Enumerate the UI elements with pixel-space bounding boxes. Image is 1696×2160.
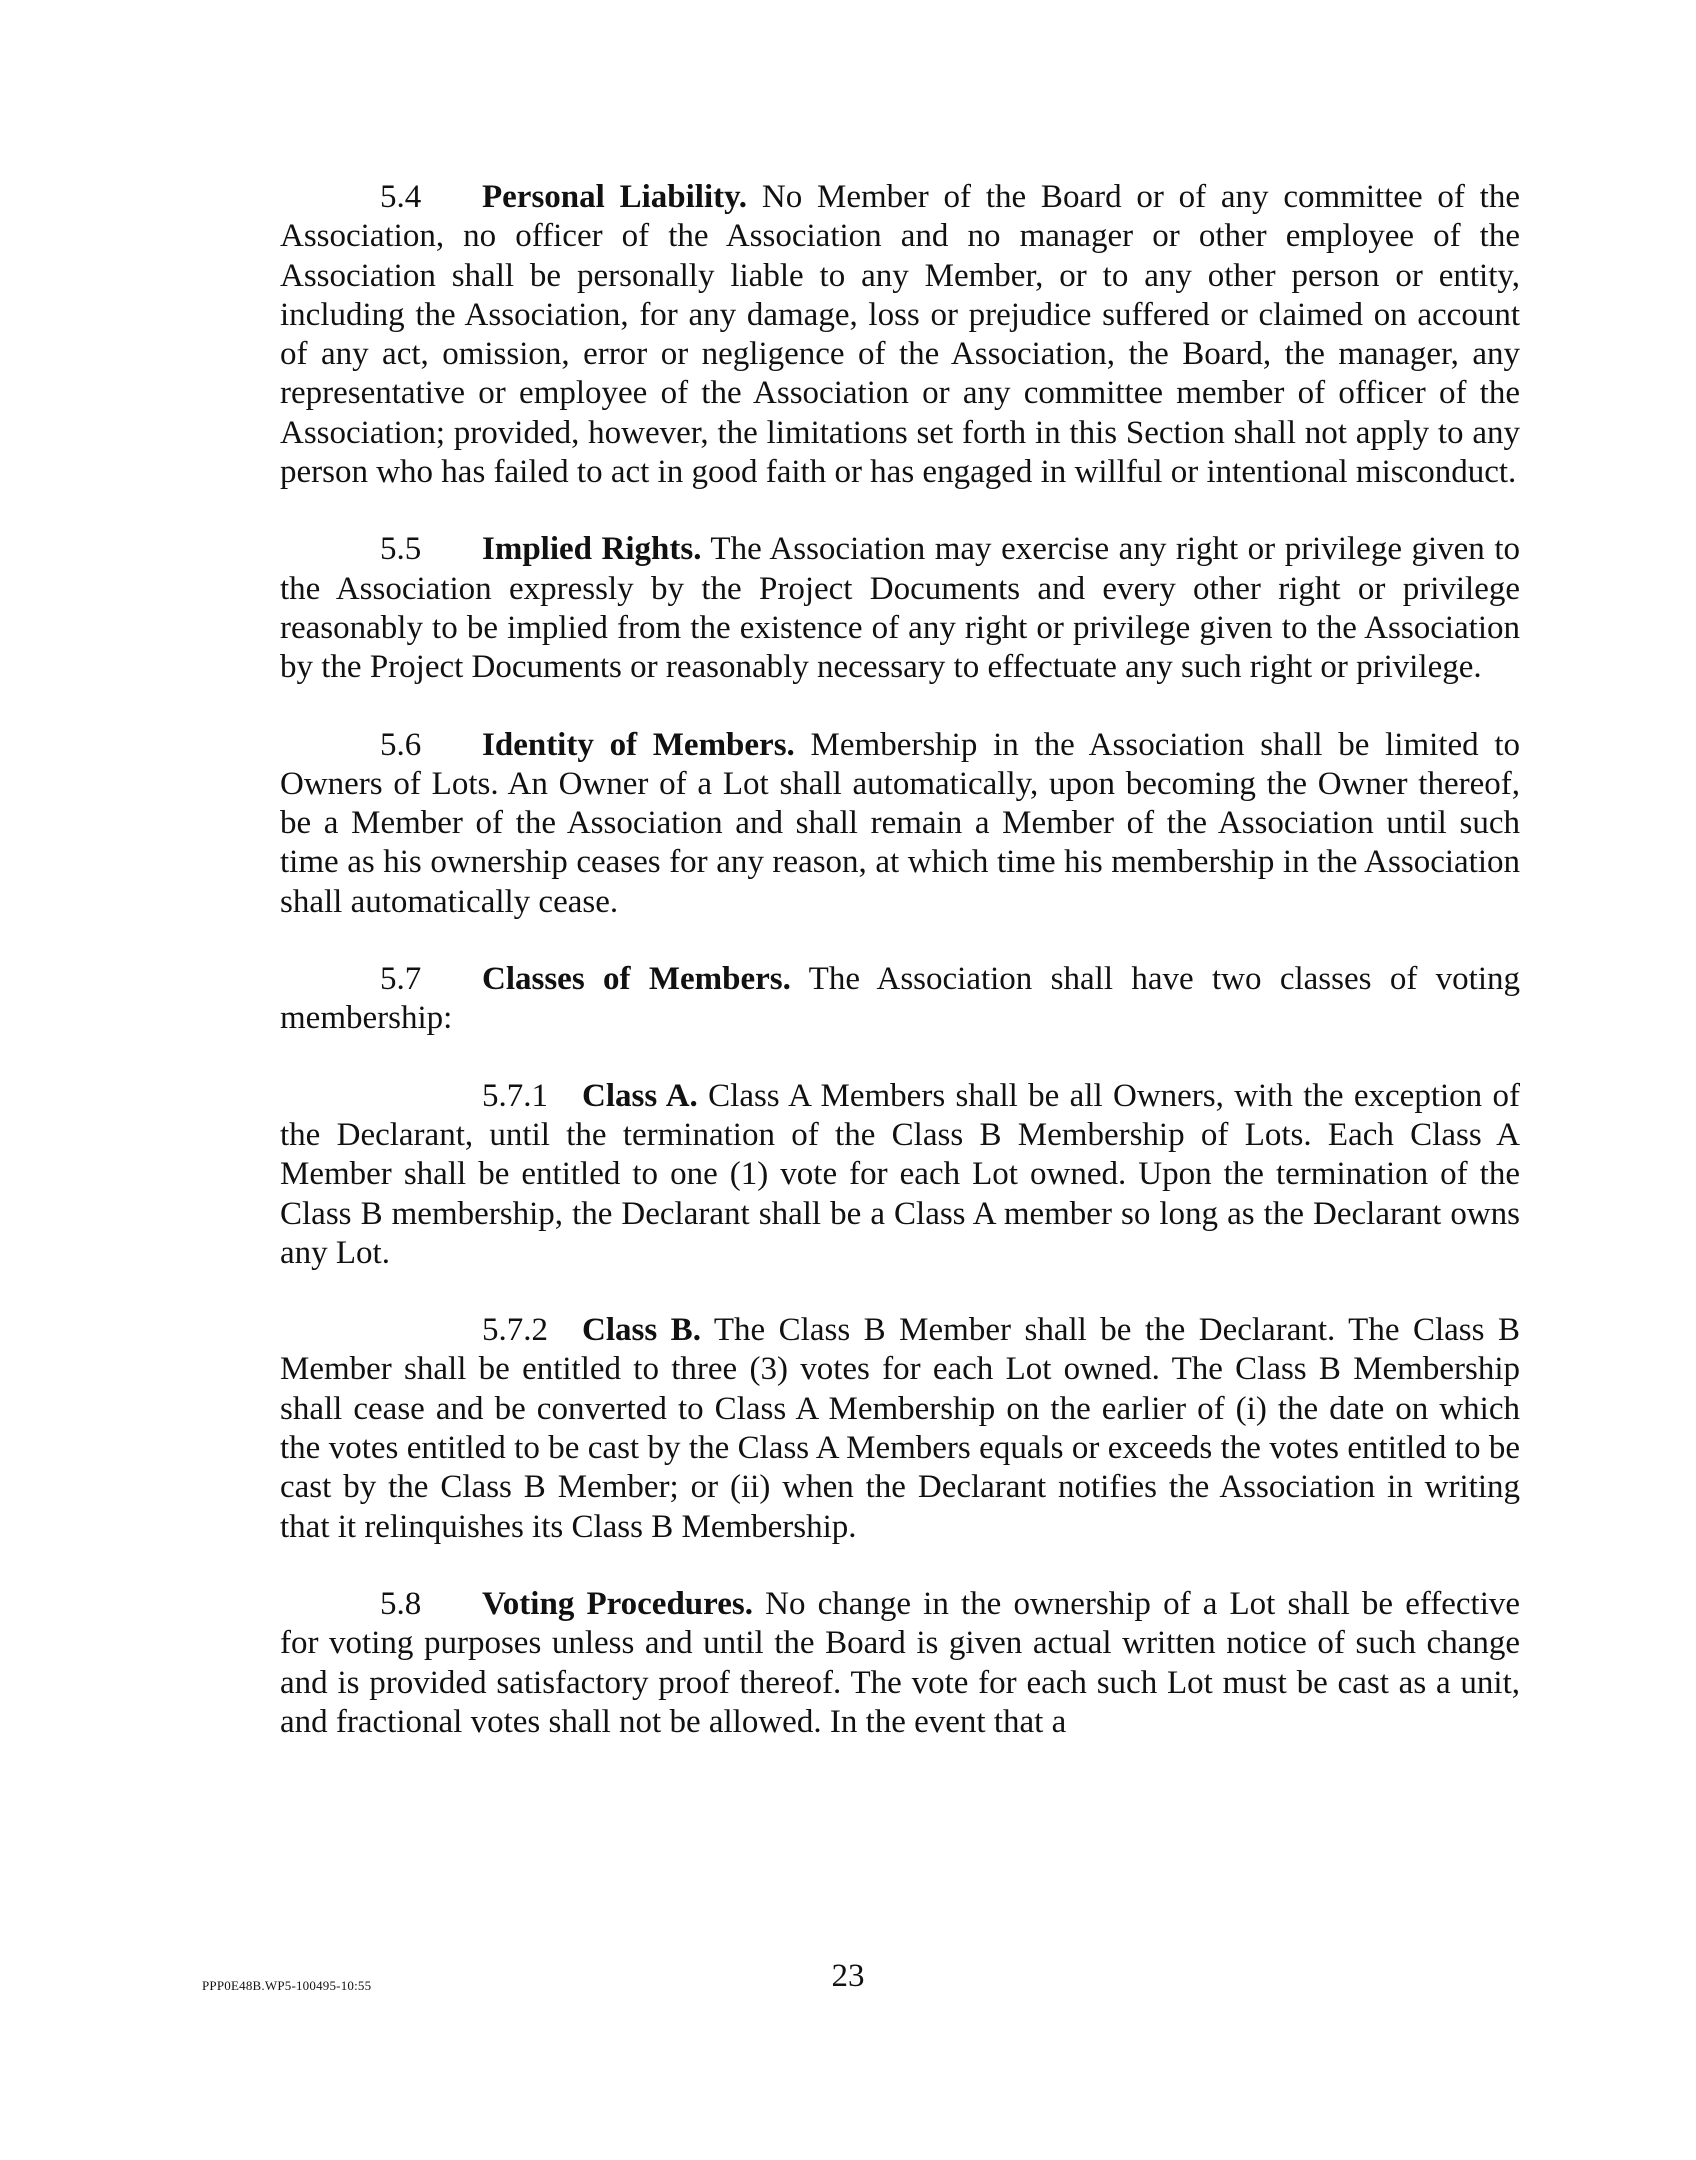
document-body bbox=[280, 178, 1520, 1780]
section-5-7-2 bbox=[280, 1311, 1520, 1547]
section-heading: Voting Procedures. bbox=[482, 1585, 753, 1622]
section-number: 5.7.1 bbox=[482, 1077, 548, 1114]
footer-document-code: PPP0E48B.WP5-100495-10:55 bbox=[202, 1978, 372, 1993]
section-text: No change in the ownership of a Lot shall be effective for voting purposes unless and until the Board is given actual written notice of such change and is provided satisfactory proof thereof. The vote for each such Lot must be cast as a unit, and fractional votes shall not be allowed. In the event that a bbox=[280, 1585, 1521, 1740]
section-text: The Association may exercise any right or privilege given to the Association expressly by the Project Documents and every other right or privilege reasonably to be implied from the existence of any right or privilege given to the Association by the Project Documents or reasonably necessary to effectuate any such right or privilege. bbox=[280, 531, 1520, 686]
section-5-5 bbox=[280, 530, 1520, 687]
page-number bbox=[0, 1958, 1696, 1995]
section-heading: Identity of Members. bbox=[482, 726, 795, 763]
section-number: 5.5 bbox=[380, 531, 422, 568]
section-5-8 bbox=[280, 1585, 1520, 1742]
section-5-7-1 bbox=[280, 1077, 1520, 1273]
section-heading: Personal Liability. bbox=[482, 179, 748, 215]
section-number: 5.6 bbox=[380, 726, 422, 763]
section-text: Class A Members shall be all Owners, with the exception of the Declarant, until the termination of the Class B Membership of Lots. Each Class A Member shall be entitled to one (1) vote for each Lot owned. Upon the termination of the Class B membership, the Declarant shall be a Class A member so long as the Declarant owns any Lot. bbox=[280, 1077, 1521, 1271]
section-heading: Classes of Members. bbox=[482, 961, 791, 998]
section-text: No Member of the Board or of any committee of the Association, no officer of the Association and no manager or other employee of the Association shall be personally liable to any Member, or to any other person or entity, including the Association, for any damage, loss or prejudice suffered or claimed on account of any act, omission, error or negligence of the Association, the Board, the manager, any representative or employee of the Association or any committee member of officer of the Association; provided, however, the limitations set forth in this Section shall not apply to any person who has failed to act in good faith or has engaged in willful or intentional misconduct. bbox=[280, 179, 1521, 491]
section-number: 5.8 bbox=[380, 1585, 422, 1622]
page-number-text: 23 bbox=[831, 1958, 865, 1994]
section-heading: Implied Rights. bbox=[482, 531, 702, 568]
section-heading: Class A. bbox=[582, 1077, 698, 1114]
section-5-7 bbox=[280, 960, 1520, 1039]
section-text: Membership in the Association shall be limited to Owners of Lots. An Owner of a Lot shall automatically, upon becoming the Owner thereof, be a Member of the Association and shall remain a Member of the Association until such time as his ownership ceases for any reason, at which time his membership in the Association shall automatically cease. bbox=[280, 726, 1521, 920]
section-5-4 bbox=[280, 178, 1520, 492]
section-number: 5.7 bbox=[380, 961, 422, 998]
section-text: The Class B Member shall be the Declarant. The Class B Member shall be entitled to three (3) votes for each Lot owned. The Class B Membership shall cease and be converted to Class A Membership on the earlier of (i) the date on which the votes entitled to be cast by the Class A Members equals or exceeds the votes entitled to be cast by the Class B Member; or (ii) when the Declarant notifies the Association in writing that it relinquishes its Class B Membership. bbox=[280, 1312, 1520, 1545]
section-text: The Association shall have two classes of voting membership: bbox=[280, 961, 1520, 1037]
section-number: 5.7.2 bbox=[482, 1312, 548, 1349]
section-heading: Class B. bbox=[582, 1312, 701, 1349]
section-5-6 bbox=[280, 726, 1520, 922]
section-number: 5.4 bbox=[380, 179, 422, 215]
